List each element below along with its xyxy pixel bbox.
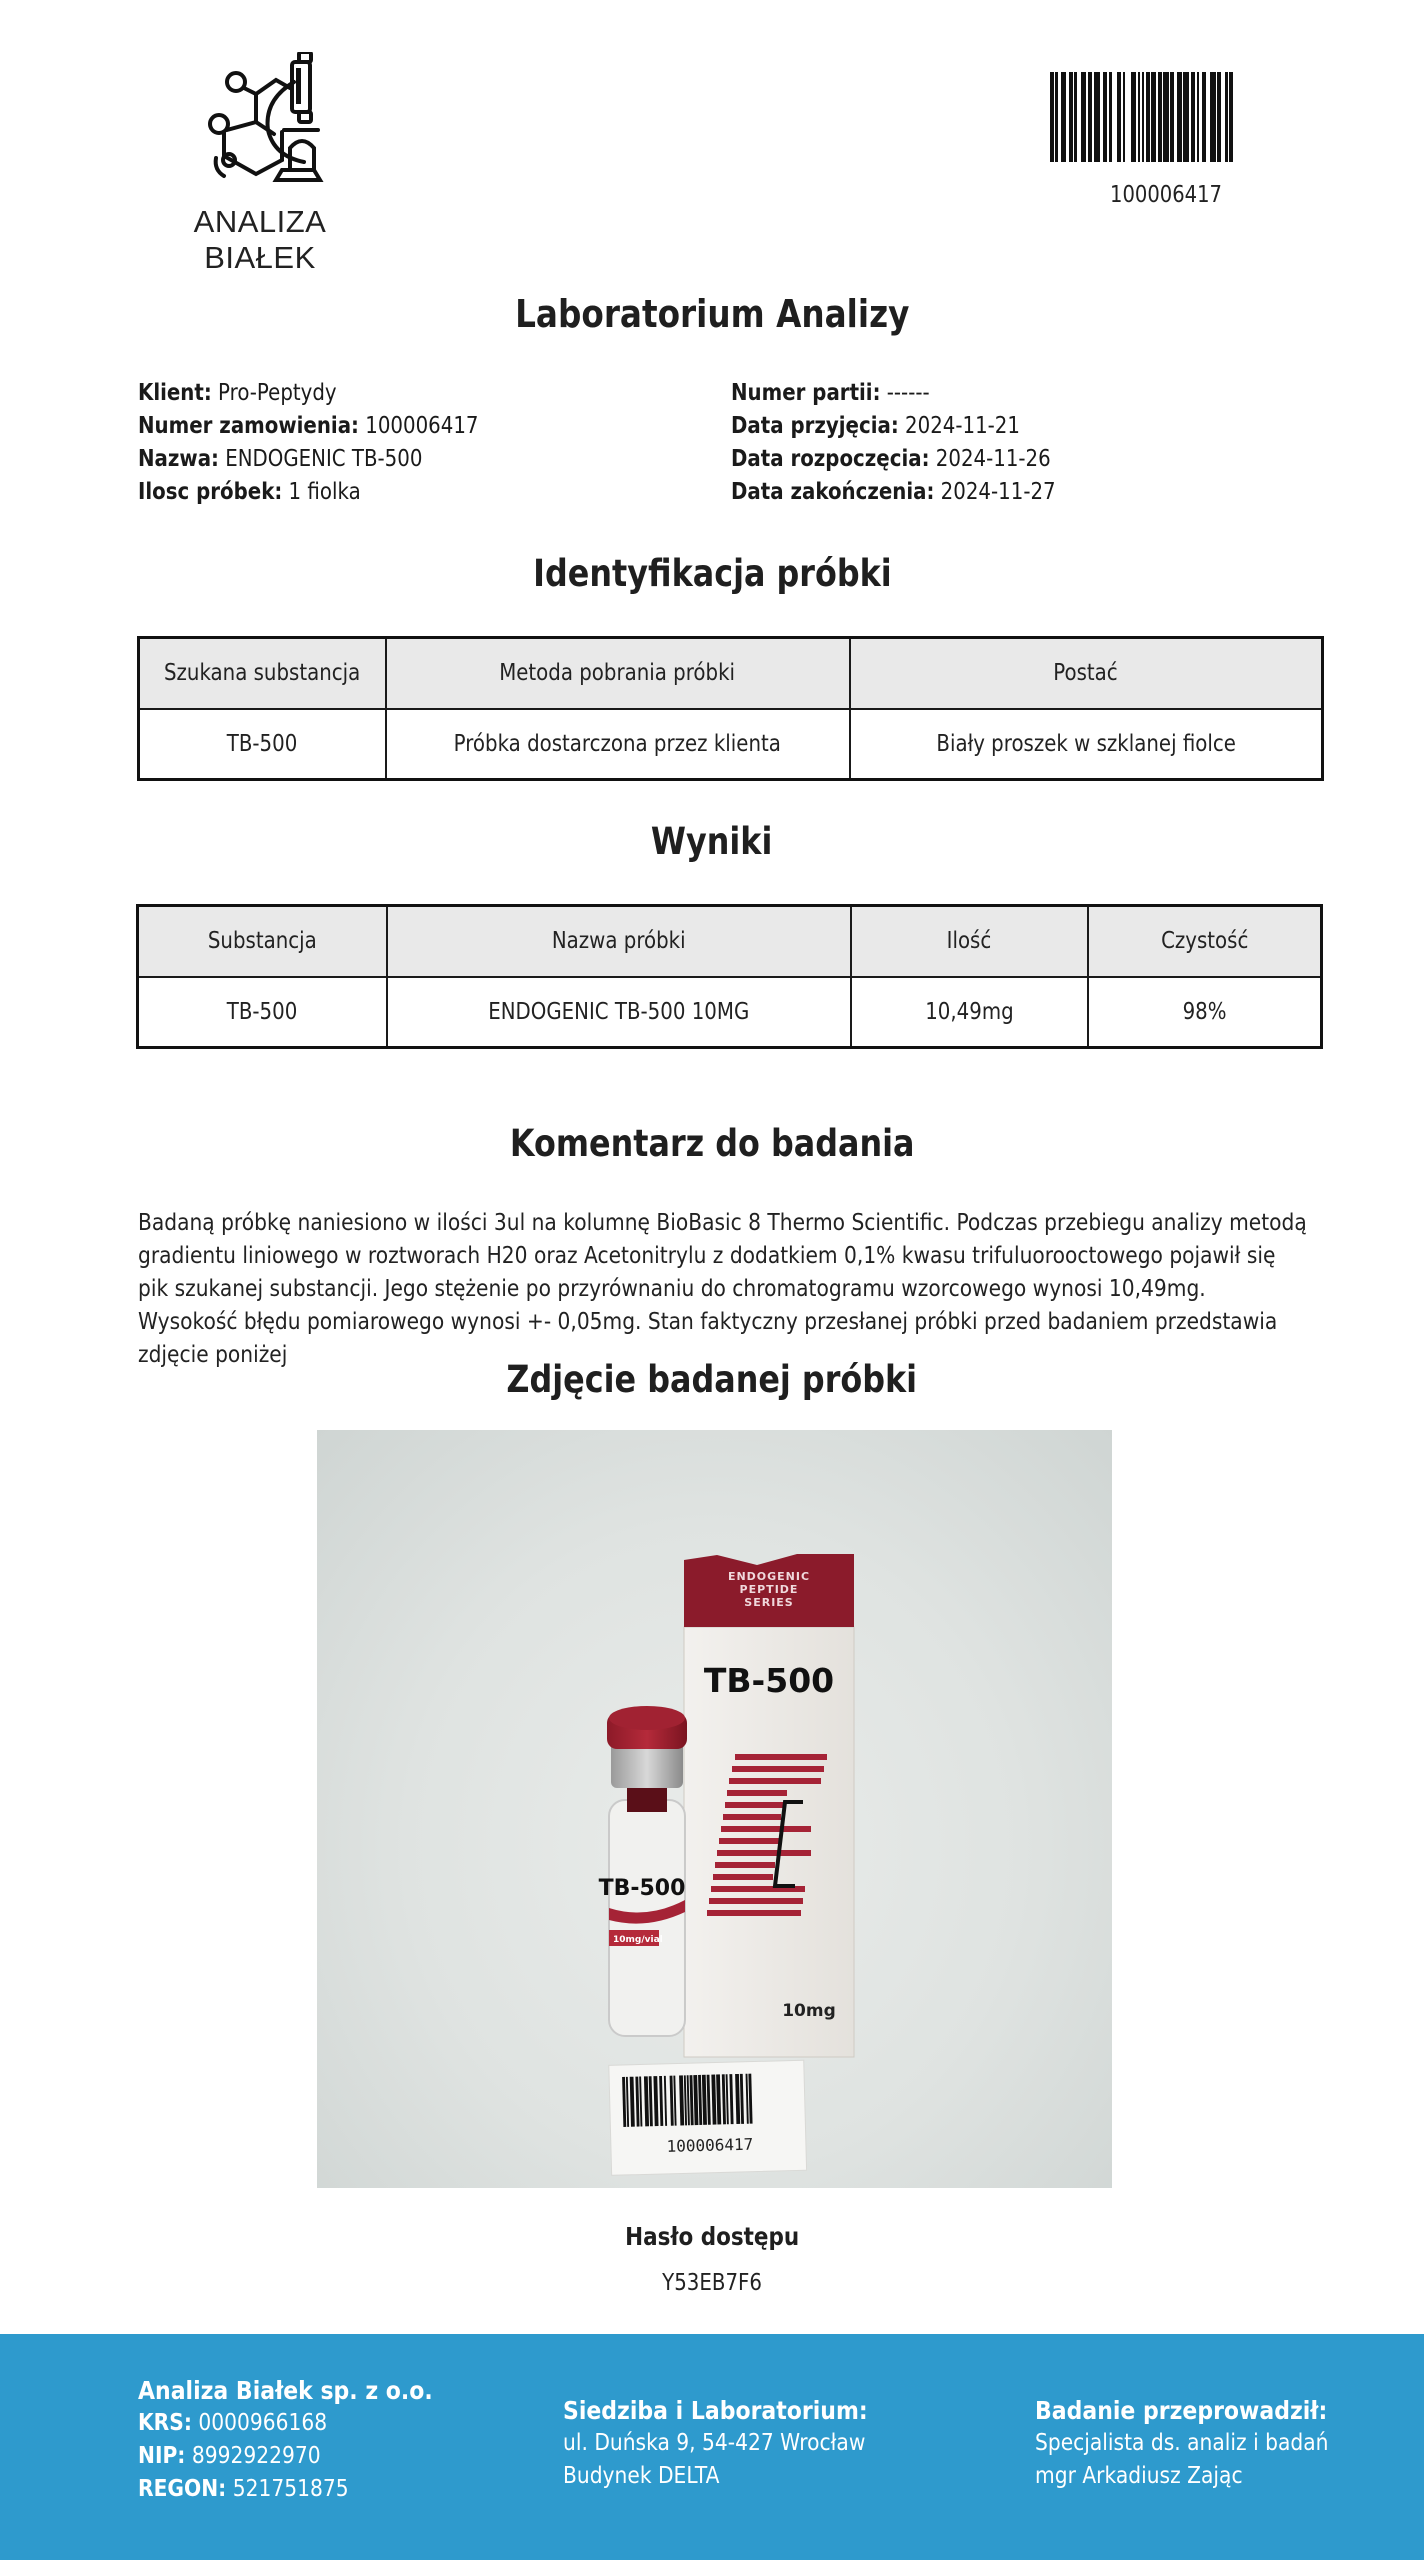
column-header: Nazwa próbki	[387, 906, 851, 977]
identification-table	[137, 636, 1324, 781]
info-received-date: Data przyjęcia: 2024-11-21	[731, 413, 1020, 439]
table-cell: 98%	[1088, 977, 1322, 1048]
svg-text:PEPTIDE: PEPTIDE	[739, 1583, 799, 1596]
svg-text:ENDOGENIC: ENDOGENIC	[727, 1570, 811, 1583]
info-sample-count: Ilosc próbek: 1 fiolka	[138, 479, 361, 505]
page-title: Laboratorium Analizy	[514, 292, 910, 336]
product-box	[684, 1554, 854, 2057]
sample-vial	[599, 1706, 687, 2036]
company-logo	[140, 52, 376, 275]
lab-molecule-microscope-icon	[194, 52, 324, 192]
table-cell: 10,49mg	[851, 977, 1088, 1048]
access-password-label: Hasło dostępu	[624, 2222, 800, 2251]
barcode-sticker	[609, 2060, 807, 2175]
order-barcode	[1050, 72, 1282, 162]
table-cell: TB-500	[138, 977, 387, 1048]
column-header: Ilość	[851, 906, 1088, 977]
order-info-right	[731, 377, 1108, 509]
table-cell: ENDOGENIC TB-500 10MG	[387, 977, 851, 1048]
footer	[0, 2334, 1424, 2560]
table-cell: TB-500	[139, 709, 386, 780]
footer-address: Siedziba i Laboratorium: ul. Duńska 9, 54-427 Wrocław Budynek DELTA	[563, 2396, 868, 2489]
access-password-value: Y53EB7F6	[662, 2270, 762, 2296]
table-cell: Biały proszek w szklanej fiolce	[850, 709, 1323, 780]
svg-text:10mg/vial: 10mg/vial	[613, 1935, 663, 1945]
svg-text:TB-500: TB-500	[598, 1876, 686, 1901]
comment-text: Badaną próbkę naniesiono w ilości 3ul na kolumnę BioBasic 8 Thermo Scientific. Podczas przebiegu analizy metodą gradientu liniowego w roztworach H20 oraz Acetonitrylu z dodatkiem 0,1% kwasu trifuluorooctowego pojawił się pik szukanej substancji. Jego stężenie po przyrównaniu do chromatogramu wzorcowego wynosi 10,49mg. Wysokość błędu pomiarowego wynosi +- 0,05mg. Stan faktyczny przesłanej próbki przed badaniem przedstawia zdjęcie poniżej	[138, 1208, 1307, 1368]
svg-text:TB-500: TB-500	[703, 1661, 835, 1700]
info-batch: Numer partii: ------	[731, 380, 930, 406]
column-header: Postać	[850, 638, 1323, 709]
results-table	[136, 904, 1323, 1049]
footer-examiner: Badanie przeprowadził: Specjalista ds. analiz i badań mgr Arkadiusz Zając	[1035, 2396, 1329, 2489]
identification-heading: Identyfikacja próbki	[532, 552, 892, 595]
svg-text:10mg: 10mg	[782, 2001, 836, 2021]
table-row	[138, 977, 1322, 1048]
table-row	[139, 709, 1323, 780]
barcode-number: 100006417	[1110, 182, 1222, 208]
column-header: Czystość	[1088, 906, 1322, 977]
logo-text: ANALIZA BIAŁEK	[193, 204, 327, 275]
results-heading: Wyniki	[651, 820, 773, 863]
column-header: Substancja	[138, 906, 387, 977]
info-name: Nazwa: ENDOGENIC TB-500	[138, 446, 423, 472]
info-end-date: Data zakończenia: 2024-11-27	[731, 479, 1056, 505]
column-header: Metoda pobrania próbki	[386, 638, 850, 709]
info-start-date: Data rozpoczęcia: 2024-11-26	[731, 446, 1051, 472]
order-info-left	[138, 377, 534, 509]
comment-heading: Komentarz do badania	[509, 1122, 915, 1165]
table-cell: Próbka dostarczona przez klienta	[386, 709, 850, 780]
svg-text:SERIES: SERIES	[744, 1596, 794, 1609]
footer-company: Analiza Białek sp. z o.o. KRS: 0000966168 NIP: 8992922970 REGON: 521751875	[138, 2376, 433, 2502]
info-client: Klient: Pro-Peptydy	[138, 380, 337, 406]
sample-photo	[317, 1430, 1112, 2188]
column-header: Szukana substancja	[139, 638, 386, 709]
svg-text:100006417: 100006417	[666, 2134, 754, 2156]
info-order-number: Numer zamowienia: 100006417	[138, 413, 479, 439]
photo-heading: Zdjęcie badanej próbki	[506, 1358, 918, 1401]
table-header-row	[138, 906, 1322, 977]
table-header-row	[139, 638, 1323, 709]
